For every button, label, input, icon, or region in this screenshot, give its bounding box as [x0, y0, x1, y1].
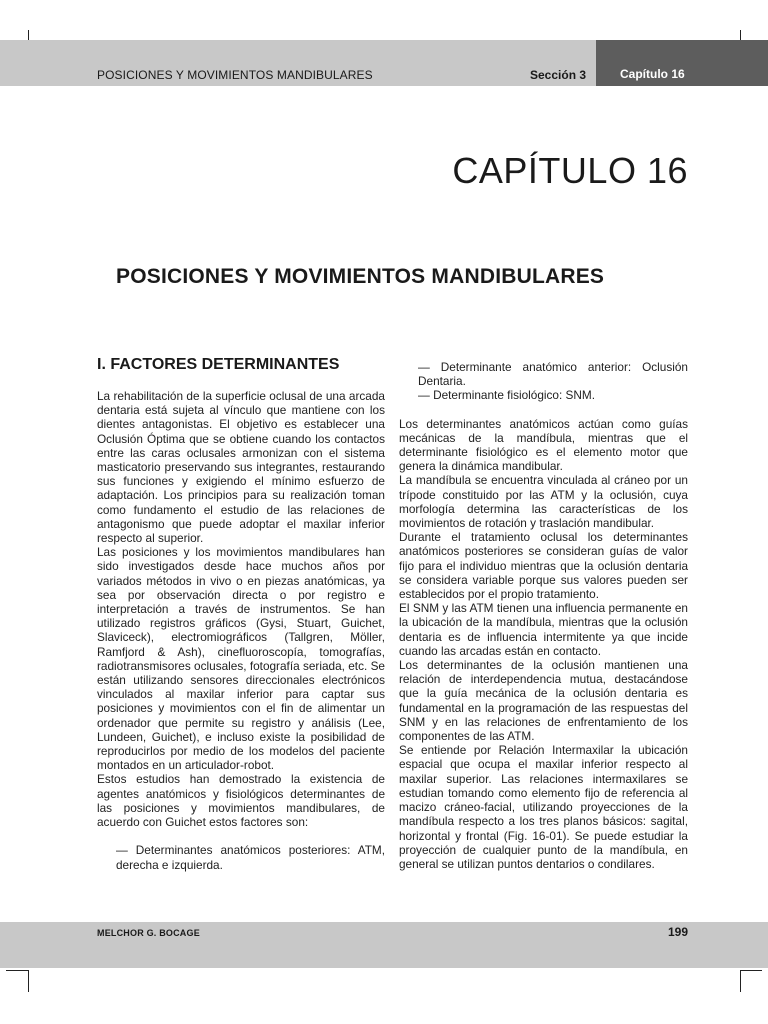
chapter-subtitle: POSICIONES Y MOVIMIENTOS MANDIBULARES: [116, 265, 605, 288]
crop-mark: [6, 970, 28, 971]
paragraph: La rehabilitación de la superficie oclusal de una arcada dentaria está sujeta al vínculo que mantiene con los dientes antagonistas. El objetivo es establecer una Oclusión Óptima que se obtiene cuando los contactos entre las caras oclusales armonizan con el sistema masticatorio preservando sus integrantes, restaurando sus funciones y exigiendo el mínimo esfuerzo de adaptación. Los principios para su realización toman como fundamento el estudio de las relaciones de antagonismo que puede adoptar el maxilar inferior respecto al superior.: [97, 389, 385, 546]
right-column: [399, 360, 688, 871]
running-title: POSICIONES Y MOVIMIENTOS MANDIBULARES: [97, 68, 373, 82]
list-item: — Determinante fisiológico: SNM.: [418, 388, 596, 403]
chapter-title: CAPÍTULO 16: [452, 150, 688, 191]
paragraph: Estos estudios han demostrado la existencia de agentes anatómicos y fisiológicos determinantes de las posiciones y movimientos mandibulares, de acuerdo con Guichet estos factores son:: [97, 772, 385, 830]
paragraph: Los determinantes de la oclusión mantienen una relación de interdependencia mutua, destacándose que la guía mecánica de la oclusión dentaria es fundamental en la programación de las respuestas del SNM y en las relaciones de enfrentamiento de los componentes de las ATM.: [399, 658, 688, 744]
section-heading: I. FACTORES DETERMINANTES: [97, 356, 340, 373]
list-item: — Determinante anatómico anterior: Oclusión Dentaria.: [418, 360, 688, 389]
paragraph: Los determinantes anatómicos actúan como guías mecánicas de la mandíbula, mientras que el determinante fisiológico es el elemento motor que genera la dinámica mandibular.: [399, 416, 688, 474]
page-footer: [0, 922, 768, 968]
crop-mark: [28, 970, 29, 992]
chapter-label: Capítulo 16: [620, 67, 685, 81]
chapter-tab: [596, 40, 768, 86]
page-number: 199: [667, 925, 688, 939]
section-label: Sección 3: [530, 68, 587, 82]
crop-mark: [740, 970, 762, 971]
paragraph: Las posiciones y los movimientos mandibulares han sido investigados desde hace muchos años por variados métodos in vivo o en piezas anatómicas, ya sea por observación directa o por registro e interpretación a través de instrumentos. Se han utilizado registros gráficos (Gysi, Stuart, Guichet, Slaviceck), electromiográficos (Tallgren, Möller, Ramfjord & Ash), cinefluoroscopía, tomografías, radiotransmisores oclusales, fotografía seriada, etc. Se están utilizando sensores direccionales electrónicos vinculados al maxilar inferior para captar sus posiciones y movimientos con el fin de alimentar un ordenador que permite su registro y análisis (Lee, Lundeen, Guichet), e incluso existe la posibilidad de reproducirlos por medio de los modelos del paciente montados en un articulador-robot.: [97, 545, 385, 773]
paragraph: El SNM y las ATM tienen una influencia permanente en la ubicación de la mandíbula, mientras que la oclusión dentaria es de influencia intermitente ya que incide cuando las arcadas están en contacto.: [399, 601, 688, 658]
paragraph: Durante el tratamiento oclusal los determinantes anatómicos posteriores se consideran guías de valor fijo para el individuo mientras que la oclusión dentaria se considera variable porque sus valores pueden ser establecidos por el propio tratamiento.: [399, 530, 688, 602]
list-item: — Determinantes anatómicos posteriores: ATM, derecha e izquierda.: [116, 843, 385, 872]
crop-mark: [740, 970, 741, 992]
paragraph: Se entiende por Relación Intermaxilar la ubicación espacial que ocupa el maxilar inferior respecto al maxilar superior. Las relaciones intermaxilares se estudian tomando como elemento fijo de referencia al macizo cráneo-facial, utilizando proyecciones de la mandíbula respecto a los tres planos básicos: sagital, horizontal y frontal (Fig. 16-01). Se puede estudiar la proyección de cualquier punto de la mandíbula, en general se utilizan puntos dentarios o condilares.: [399, 743, 688, 871]
page-header: [0, 40, 768, 86]
paragraph: La mandíbula se encuentra vinculada al cráneo por un trípode constituido por las ATM y la oclusión, cuya morfología determina las características de los movimientos de rotación y traslación mandibular.: [399, 473, 688, 531]
author-name: MELCHOR G. BOCAGE: [97, 928, 200, 938]
left-column: [97, 355, 385, 872]
